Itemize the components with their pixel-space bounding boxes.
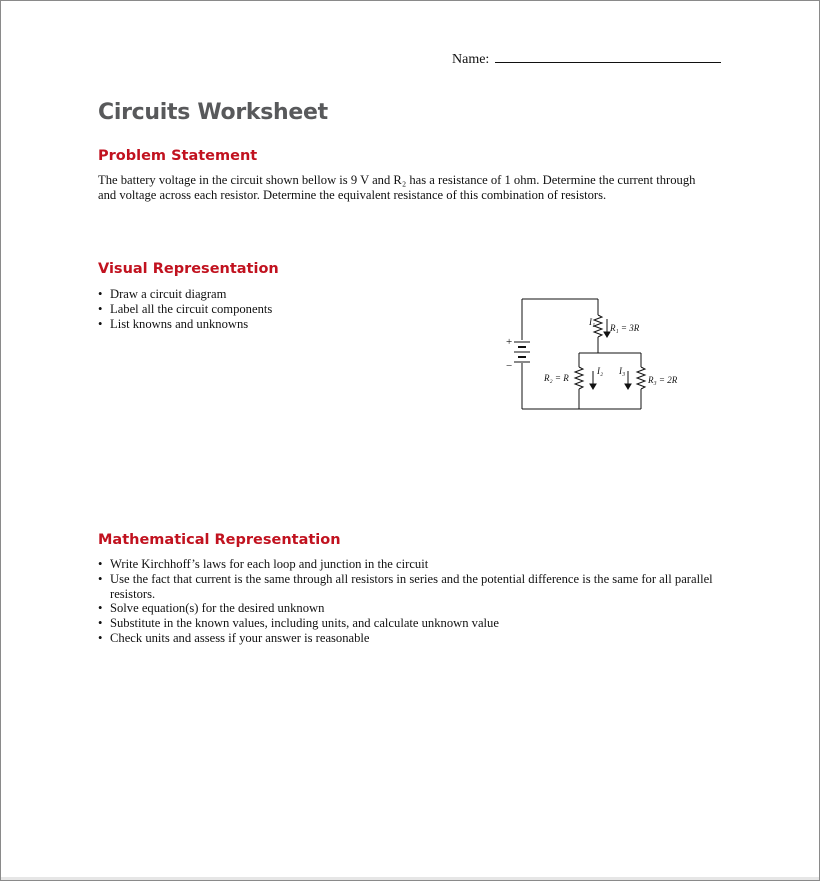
current-i1-label: I₁ (589, 317, 596, 327)
current-i3-label: I₃ (619, 366, 626, 376)
list-item: • Solve equation(s) for the desired unknown (98, 601, 713, 616)
battery-symbol (514, 342, 530, 362)
list-item: • Substitute in the known values, including units, and calculate unknown value (98, 616, 713, 631)
list-item: • List knowns and unknowns (98, 317, 272, 332)
page-bottom-edge (1, 877, 819, 880)
problem-statement-heading: Problem Statement (98, 148, 258, 164)
current-i3-arrow (625, 384, 631, 389)
current-i2-arrow (590, 384, 596, 389)
list-item: • Draw a circuit diagram (98, 287, 272, 302)
resistor-r3-label: R₃ = 2R (648, 375, 678, 385)
circuit-wires (522, 299, 641, 409)
visual-representation-heading: Visual Representation (98, 261, 279, 277)
list-item: • Check units and assess if your answer is reasonable (98, 631, 713, 646)
list-item: • Label all the circuit components (98, 302, 272, 317)
name-blank-line (495, 50, 721, 63)
current-i2-label: I₂ (597, 366, 604, 376)
mathematical-representation-list (98, 557, 713, 646)
name-field (452, 50, 721, 68)
name-label: Name: (452, 52, 490, 67)
visual-representation-list (98, 287, 272, 331)
resistor-r3 (637, 367, 645, 389)
resistor-r1-label: R₁ = 3R (610, 323, 640, 333)
circuit-diagram (501, 277, 691, 417)
problem-statement-text: The battery voltage in the circuit shown bellow is 9 V and R₂ has a resistance of 1 ohm. Determine the current through and voltage across each resistor. Determine the equivalent resistance of this combination of resistors. (98, 173, 696, 202)
resistor-r1 (594, 315, 602, 337)
battery-plus-sign: + (506, 336, 513, 348)
list-item: • Use the fact that current is the same through all resistors in series and the potential difference is the same for all parallel resistors. (98, 572, 713, 602)
page-title: Circuits Worksheet (98, 100, 328, 125)
battery-minus-sign: − (506, 360, 513, 372)
mathematical-representation-heading: Mathematical Representation (98, 532, 341, 548)
resistor-r2-label: R₂ = R (544, 373, 569, 383)
resistor-r2 (575, 367, 583, 389)
list-item: • Write Kirchhoff’s laws for each loop and junction in the circuit (98, 557, 713, 572)
